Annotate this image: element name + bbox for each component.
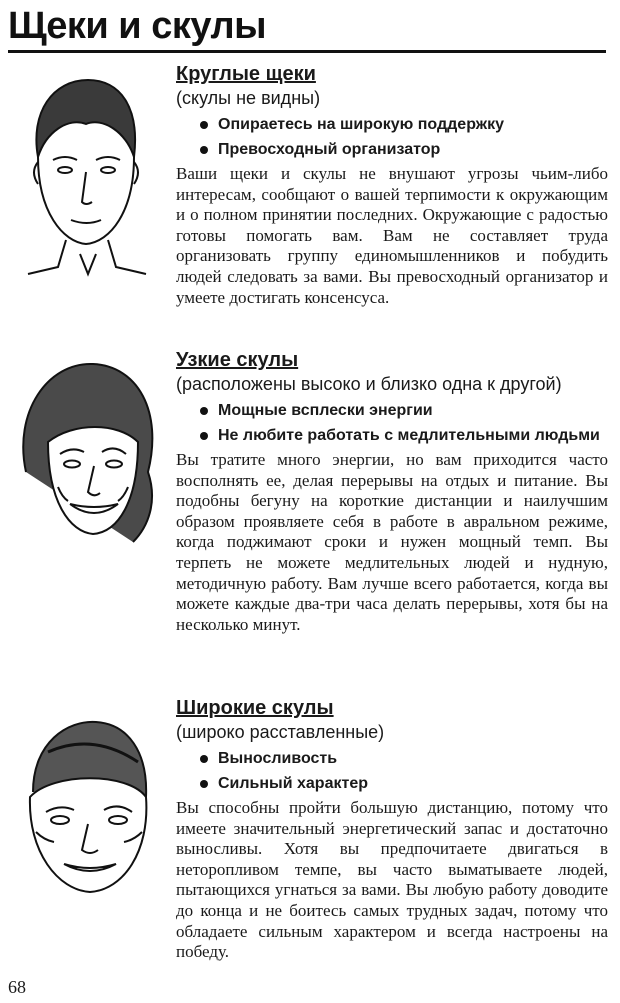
- bullet-item: Не любите работать с медлительными людьми: [176, 425, 608, 446]
- section-subtitle: (широко расставленные): [176, 722, 385, 742]
- section-round-cheeks: [176, 62, 608, 308]
- narrow-cheekbones-portrait: [8, 352, 166, 552]
- bullet-icon: [200, 146, 208, 154]
- round-cheeks-portrait: [8, 62, 158, 277]
- section-title: Круглые щеки: [176, 63, 316, 85]
- section-subtitle: (расположены высоко и близко одна к другой): [176, 374, 562, 394]
- bullet-icon: [200, 755, 208, 763]
- section-title: Узкие скулы: [176, 349, 299, 371]
- section-body: Вы тратите много энергии, но вам приходится часто восполнять ее, делая перерывы на отдых и питание. Вы подобны бегуну на короткие дистанции и наилучшим образом проявляете себя в работе в авральном режиме, когда поджимают сроки и нужен мощный темп. Вы терпеть не можете медлительных людей и нудную, методичную работу. Вам лучше всего работается, когда вы можете каждые два-три часа делать перерывы, хотя бы на несколько минут.: [176, 450, 608, 634]
- bullet-item: Выносливость: [176, 748, 608, 769]
- section-body: Ваши щеки и скулы не внушают угрозы чьим-либо интересам, сообщают о вашей терпимости к окружающим и о полном принятии последних. Окружающие с радостью готовы помогать вам. Вам не составляет труда организовать группу единомышленников и побудить людей следовать за вами. Вы превосходный организатор и умеете достигать консенсуса.: [176, 164, 608, 307]
- page-title: Щеки и скулы: [8, 5, 267, 47]
- bullet-item: Опираетесь на широкую поддержку: [176, 114, 608, 135]
- section-title: Широкие скулы: [176, 697, 334, 719]
- section-subtitle: (скулы не видны): [176, 88, 321, 108]
- bullet-list: [176, 748, 608, 794]
- bullet-list: [176, 400, 608, 446]
- bullet-icon: [200, 121, 208, 129]
- bullet-icon: [200, 432, 208, 440]
- bullet-list: [176, 114, 608, 160]
- section-narrow-cheekbones: [176, 348, 608, 635]
- bullet-item: Превосходный организатор: [176, 139, 608, 160]
- title-rule: [8, 50, 606, 53]
- page-number: 68: [8, 977, 26, 997]
- bullet-item: Сильный характер: [176, 773, 608, 794]
- bullet-icon: [200, 407, 208, 415]
- wide-cheekbones-portrait: [8, 712, 158, 902]
- bullet-item: Мощные всплески энергии: [176, 400, 608, 421]
- section-wide-cheekbones: [176, 696, 608, 963]
- bullet-icon: [200, 780, 208, 788]
- section-body: Вы способны пройти большую дистанцию, потому что имеете значительный энергетический запас и достаточно выносливы. Хотя вы предпочитаете двигаться в неторопливом темпе, вы часто выматываете людей, пытающихся угнаться за вами. Вы любую работу доводите до конца и не боитесь самых трудных задач, потому что обладаете сильным характером и всегда настроены на победу.: [176, 798, 608, 962]
